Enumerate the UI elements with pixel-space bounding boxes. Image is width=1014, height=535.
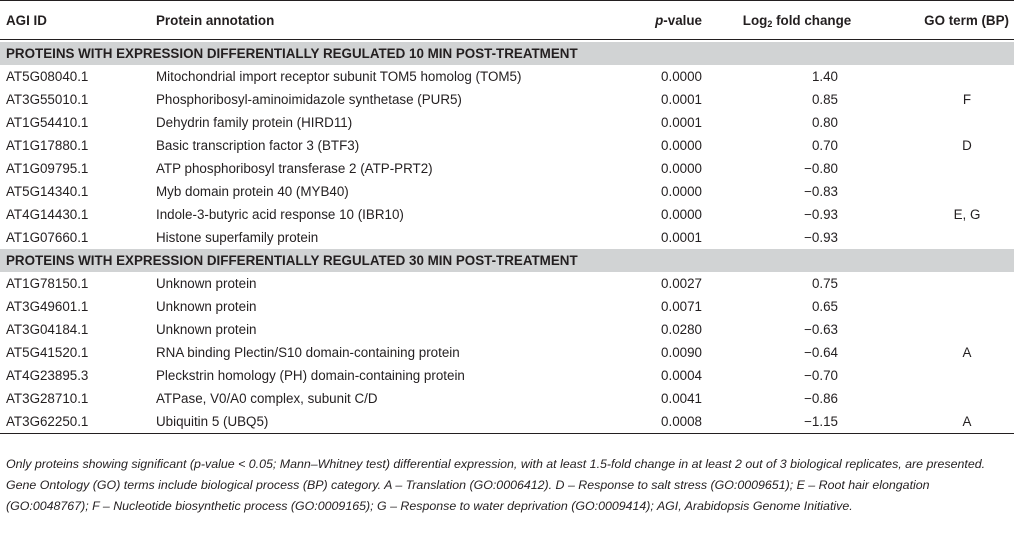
fold-change-cell: 1.40 [811,69,838,84]
go-term-cell: F [962,92,972,107]
annotation-cell: Unknown protein [156,322,257,337]
go-term-cell [882,295,1014,318]
fold-change-cell: −0.93 [804,207,838,222]
agi-id-cell: AT5G14340.1 [6,184,89,199]
go-term-cell [882,272,1014,295]
go-term-cell [882,180,1014,203]
table-row [0,88,1014,111]
pvalue-cell: 0.0001 [661,115,702,130]
header-agi-id: AGI ID [0,1,156,40]
annotation-cell: Dehydrin family protein (HIRD11) [156,115,353,130]
header-pvalue-rest: -value [663,12,702,28]
fold-change-cell: −1.15 [712,410,882,434]
fold-change-cell: −0.93 [804,230,838,245]
fold-change-cell: −0.86 [804,391,838,406]
table-row [0,134,1014,157]
annotation-cell: Ubiquitin 5 (UBQ5) [156,410,622,434]
header-row [0,1,1014,40]
pvalue-cell: 0.0000 [661,138,702,153]
agi-id-cell: AT4G23895.3 [6,368,89,383]
pvalue-cell: 0.0000 [661,207,702,222]
agi-id-cell: AT3G62250.1 [0,410,156,434]
agi-id-cell: AT5G41520.1 [6,345,89,360]
pvalue-cell: 0.0027 [661,276,702,291]
annotation-cell: Basic transcription factor 3 (BTF3) [156,138,360,153]
table-row [0,226,1014,249]
header-annotation: Protein annotation [156,1,622,40]
pvalue-cell: 0.0000 [661,69,702,84]
fold-change-cell: −0.70 [804,368,838,383]
annotation-cell: Indole-3-butyric acid response 10 (IBR10) [156,207,404,222]
fold-change-cell: −0.83 [804,184,838,199]
go-term-cell: E, G [953,207,981,222]
fold-change-cell: −0.64 [804,345,838,360]
table-row [0,203,1014,226]
go-term-cell: A [962,345,972,360]
go-term-cell: A [882,410,1014,434]
section-title-30min: PROTEINS WITH EXPRESSION DIFFERENTIALLY REGULATED 30 MIN POST-TREATMENT [0,249,1014,272]
fold-change-cell: 0.75 [811,276,838,291]
pvalue-cell: 0.0008 [622,410,712,434]
annotation-cell: Myb domain protein 40 (MYB40) [156,184,349,199]
pvalue-cell: 0.0090 [661,345,702,360]
agi-id-cell: AT1G78150.1 [6,276,89,291]
header-log-suffix: fold change [772,12,852,28]
table-row [0,157,1014,180]
pvalue-cell: 0.0280 [661,322,702,337]
agi-id-cell: AT3G04184.1 [6,322,89,337]
pvalue-cell: 0.0000 [661,161,702,176]
annotation-cell: Phosphoribosyl-aminoimidazole synthetase (PUR5) [156,92,462,107]
annotation-cell: ATPase, V0/A0 complex, subunit C/D [156,391,378,406]
section-header-30min [0,249,1014,272]
pvalue-cell: 0.0041 [661,391,702,406]
section-title-10min: PROTEINS WITH EXPRESSION DIFFERENTIALLY REGULATED 10 MIN POST-TREATMENT [0,42,1014,65]
header-pvalue [622,1,712,40]
pvalue-cell: 0.0004 [661,368,702,383]
agi-id-cell: AT3G28710.1 [6,391,89,406]
go-term-cell: D [962,138,972,153]
table-row [0,364,1014,387]
header-log-fold-change [712,1,882,40]
annotation-cell: ATP phosphoribosyl transferase 2 (ATP-PRT2) [156,161,433,176]
go-term-cell [882,65,1014,88]
table-row [0,387,1014,410]
fold-change-cell: 0.85 [811,92,838,107]
table-footnote: Only proteins showing significant (p-value < 0.05; Mann–Whitney test) differential expression, with at least 1.5-fold change in at least 2 out of 3 biological replicates, are presented. Gene Ontology (GO) terms include biological process (BP) category. A – Translation (GO:0006412). D – Response to salt stress (GO:0009651); E – Root hair elongation (GO:0048767); F – Nucleotide biosynthetic process (GO:0009165); G – Response to water deprivation (GO:0009414); AGI, Arabidopsis Genome Initiative. [6,457,986,513]
table-row [0,341,1014,364]
fold-change-cell: −0.80 [804,161,838,176]
agi-id-cell: AT3G55010.1 [6,92,89,107]
annotation-cell: Unknown protein [156,299,257,314]
pvalue-cell: 0.0001 [661,92,702,107]
header-go-term: GO term (BP) [882,1,1014,40]
table-row [0,111,1014,134]
section-header-10min [0,42,1014,65]
agi-id-cell: AT1G17880.1 [6,138,89,153]
go-term-cell [882,364,1014,387]
header-log-sub: 2 [767,18,773,29]
annotation-cell: Histone superfamily protein [156,230,319,245]
table-row [0,295,1014,318]
go-term-cell [882,387,1014,410]
go-term-cell [882,111,1014,134]
fold-change-cell: 0.80 [811,115,838,130]
table-row [0,65,1014,88]
agi-id-cell: AT1G09795.1 [6,161,89,176]
header-pvalue-italic: p [655,12,664,28]
pvalue-cell: 0.0000 [661,184,702,199]
table-row [0,272,1014,295]
go-term-cell [882,157,1014,180]
agi-id-cell: AT3G49601.1 [6,299,89,314]
annotation-cell: Unknown protein [156,276,257,291]
table-row [0,180,1014,203]
annotation-cell: Mitochondrial import receptor subunit TOM5 homolog (TOM5) [156,69,522,84]
header-log-prefix: Log [742,12,768,28]
table-body [0,40,1014,434]
table-row [0,318,1014,341]
table-row [0,410,1014,434]
pvalue-cell: 0.0001 [661,230,702,245]
go-term-cell [882,318,1014,341]
agi-id-cell: AT4G14430.1 [6,207,89,222]
fold-change-cell: 0.70 [811,138,838,153]
fold-change-cell: −0.63 [804,322,838,337]
agi-id-cell: AT5G08040.1 [6,69,89,84]
annotation-cell: RNA binding Plectin/S10 domain-containing protein [156,345,460,360]
agi-id-cell: AT1G54410.1 [6,115,89,130]
pvalue-cell: 0.0071 [661,299,702,314]
fold-change-cell: 0.65 [811,299,838,314]
annotation-cell: Pleckstrin homology (PH) domain-containing protein [156,368,465,383]
go-term-cell [882,226,1014,249]
agi-id-cell: AT1G07660.1 [6,230,89,245]
